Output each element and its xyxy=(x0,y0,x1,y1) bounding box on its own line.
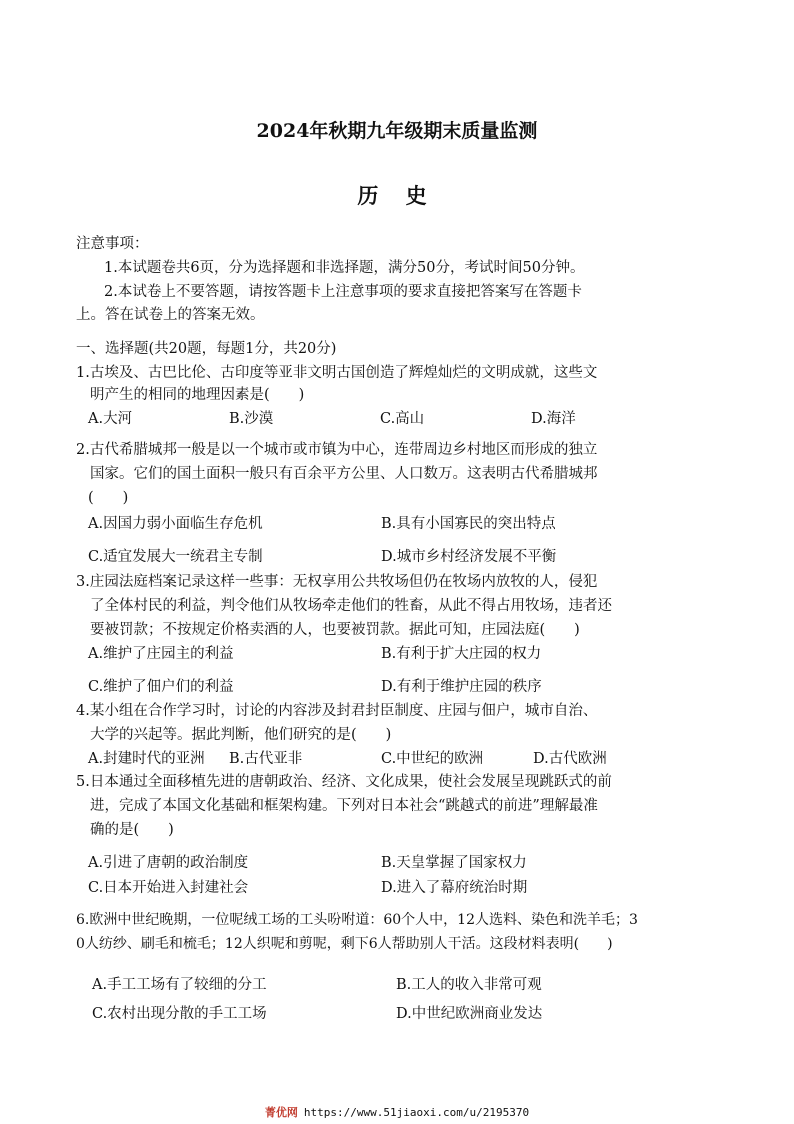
question-2-option-a: A.因国力弱小面临生存危机 xyxy=(88,516,263,532)
question-6-option-c: C.农村出现分散的手工工场 xyxy=(92,1006,267,1022)
question-6-option-a: A.手工工场有了较细的分工 xyxy=(92,977,267,993)
page-title: 2024年秋期九年级期末质量监测 xyxy=(256,120,538,142)
question-4-line-2: 大学的兴起等。据此判断，他们研究的是( ) xyxy=(90,727,392,743)
question-5-option-a: A.引进了唐朝的政治制度 xyxy=(88,855,249,871)
question-3-option-a: A.维护了庄园主的利益 xyxy=(88,646,234,662)
question-2-line-3: ( ) xyxy=(88,490,129,506)
question-3-option-c: C.维护了佃户们的利益 xyxy=(88,679,234,695)
notice-item-2-line-2: 上。答在试卷上的答案无效。 xyxy=(76,307,265,323)
footer-url[interactable]: https://www.51jiaoxi.com/u/2195370 xyxy=(303,1106,530,1119)
question-5-option-b: B.天皇掌握了国家权力 xyxy=(381,855,527,871)
question-2-option-d: D.城市乡村经济发展不平衡 xyxy=(381,549,557,565)
question-3-line-1: 3.庄园法庭档案记录这样一些事：无权享用公共牧场但仍在牧场内放牧的人，侵犯 xyxy=(76,574,598,590)
notice-item-2-line-1: 2.本试卷上不要答题，请按答题卡上注意事项的要求直接把答案写在答题卡 xyxy=(104,284,582,300)
subject-title: 历 史 xyxy=(357,183,437,208)
question-2-line-2: 国家。它们的国土面积一般只有百余平方公里、人口数万。这表明古代希腊城邦 xyxy=(90,466,598,482)
question-2-option-c: C.适宜发展大一统君主专制 xyxy=(88,549,263,565)
section-heading: 一、选择题(共20题，每题1分，共20分) xyxy=(76,341,337,357)
question-4-option-d: D.古代欧洲 xyxy=(533,751,607,767)
question-1-line-1: 1.古埃及、古巴比伦、古印度等亚非文明古国创造了辉煌灿烂的文明成就，这些文 xyxy=(76,365,598,381)
question-1-option-c: C.高山 xyxy=(380,411,425,427)
question-4-option-b: B.古代亚非 xyxy=(229,751,303,767)
question-4-option-a: A.封建时代的亚洲 xyxy=(88,751,205,767)
question-5-line-1: 5.日本通过全面移植先进的唐朝政治、经济、文化成果，使社会发展呈现跳跃式的前 xyxy=(76,774,612,790)
question-6-option-d: D.中世纪欧洲商业发达 xyxy=(396,1006,543,1022)
notice-heading: 注意事项： xyxy=(76,236,149,252)
question-3-line-3: 要被罚款；不按规定价格卖酒的人，也要被罚款。据此可知，庄园法庭( ) xyxy=(90,622,580,638)
question-5-line-2: 进，完成了本国文化基础和框架构建。下列对日本社会“跳越式的前进”理解最准 xyxy=(90,798,598,814)
question-6-line-2: 0人纺纱、刷毛和梳毛；12人织呢和剪呢，剩下6人帮助别人干活。这段材料表明( ) xyxy=(76,936,613,952)
question-6-line-1: 6.欧洲中世纪晚期，一位呢绒工场的工头吩咐道：60个人中，12人选料、染色和洗羊毛；3 xyxy=(76,912,638,928)
question-2-option-b: B.具有小国寡民的突出特点 xyxy=(381,516,556,532)
question-1-line-2: 明产生的相同的地理因素是( ) xyxy=(90,387,305,403)
question-3-option-d: D.有利于维护庄园的秩序 xyxy=(381,679,542,695)
footer xyxy=(0,1104,794,1120)
question-6-option-b: B.工人的收入非常可观 xyxy=(396,977,542,993)
question-5-option-d: D.进入了幕府统治时期 xyxy=(381,880,528,896)
question-2-line-1: 2.古代希腊城邦一般是以一个城市或市镇为中心，连带周边乡村地区而形成的独立 xyxy=(76,442,598,458)
question-4-option-c: C.中世纪的欧洲 xyxy=(381,751,484,767)
question-3-line-2: 了全体村民的利益，判令他们从牧场牵走他们的牲畜，从此不得占用牧场，违者还 xyxy=(90,598,612,614)
question-4-line-1: 4.某小组在合作学习时，讨论的内容涉及封君封臣制度、庄园与佃户，城市自治、 xyxy=(76,703,598,719)
question-1-option-b: B.沙漠 xyxy=(229,411,274,427)
question-1-option-d: D.海洋 xyxy=(531,411,576,427)
question-3-option-b: B.有利于扩大庄园的权力 xyxy=(381,646,542,662)
notice-item-1: 1.本试题卷共6页，分为选择题和非选择题，满分50分，考试时间50分钟。 xyxy=(104,260,585,276)
question-1-option-a: A.大河 xyxy=(88,411,133,427)
footer-watermark: 菁优网 xyxy=(264,1106,298,1119)
question-5-option-c: C.日本开始进入封建社会 xyxy=(88,880,249,896)
question-5-line-3: 确的是( ) xyxy=(90,822,174,838)
